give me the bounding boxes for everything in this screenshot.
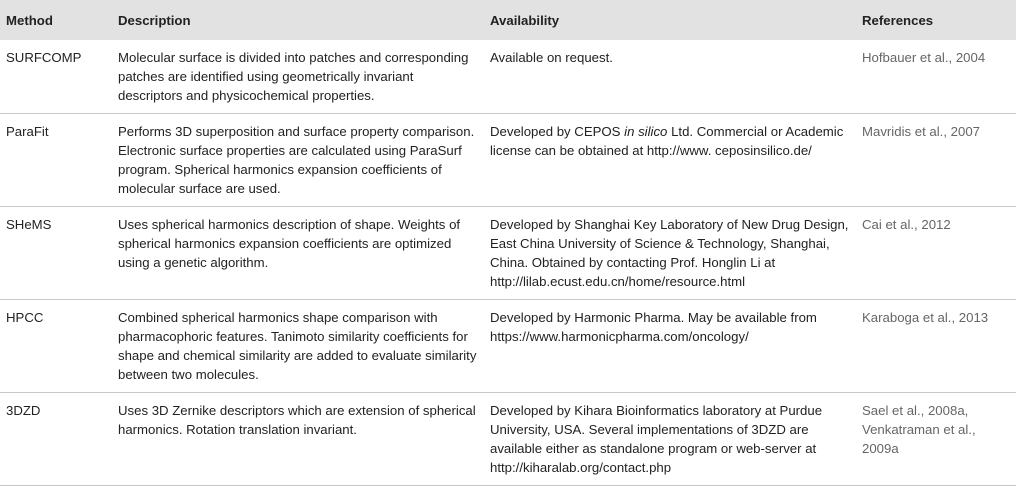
availability-italic-text: in silico (624, 124, 668, 139)
table-row (0, 40, 1016, 114)
cell-description: Uses 3D Zernike descriptors which are extension of spherical harmonics. Rotation translation invariant. (112, 393, 484, 486)
cell-method: ParaFit (0, 114, 112, 207)
table-header (0, 0, 1016, 40)
table-body (0, 40, 1016, 486)
table-row (0, 393, 1016, 486)
availability-text: Developed by CEPOS (490, 124, 625, 139)
cell-method: SURFCOMP (0, 40, 112, 114)
cell-references: Cai et al., 2012 (856, 207, 1016, 300)
cell-description: Performs 3D superposition and surface property comparison. Electronic surface properties are calculated using ParaSurf program. Spherical harmonics expansion coefficients of molecular surface are used. (112, 114, 484, 207)
cell-references: Mavridis et al., 2007 (856, 114, 1016, 207)
cell-availability (484, 114, 856, 207)
cell-description: Molecular surface is divided into patches and corresponding patches are identified using geometrically invariant descriptors and physicochemical properties. (112, 40, 484, 114)
header-row (0, 0, 1016, 40)
header-method: Method (6, 12, 53, 28)
cell-method: SHeMS (0, 207, 112, 300)
table-row (0, 207, 1016, 300)
cell-references: Sael et al., 2008a, Venkatraman et al., 2009a (856, 393, 1016, 486)
cell-references: Hofbauer et al., 2004 (856, 40, 1016, 114)
header-references: References (862, 12, 934, 28)
table-row (0, 300, 1016, 393)
availability-text: Ltd. Commercial or Academic license can be obtained at http://www. ceposinsilico.de/ (490, 124, 844, 158)
cell-availability: Developed by Kihara Bioinformatics laboratory at Purdue University, USA. Several implementations of 3DZD are available either as standalone program or web-server at http://kiharalab.org/contact.php (484, 393, 856, 486)
cell-method: 3DZD (0, 393, 112, 486)
cell-references: Karaboga et al., 2013 (856, 300, 1016, 393)
table-row (0, 114, 1016, 207)
cell-description: Combined spherical harmonics shape comparison with pharmacophoric features. Tanimoto similarity coefficients for shape and chemical similarity are added to evaluate similarity between two molecules. (112, 300, 484, 393)
cell-method: HPCC (0, 300, 112, 393)
cell-availability: Developed by Harmonic Pharma. May be available from https://www.harmonicpharma.com/oncology/ (484, 300, 856, 393)
header-availability: Availability (490, 12, 560, 28)
cell-availability: Developed by Shanghai Key Laboratory of New Drug Design, East China University of Science & Technology, Shanghai, China. Obtained by contacting Prof. Honglin Li at http://lilab.ecust.edu.cn/home/resource.html (484, 207, 856, 300)
cell-availability: Available on request. (484, 40, 856, 114)
header-description: Description (118, 12, 191, 28)
cell-description: Uses spherical harmonics description of shape. Weights of spherical harmonics expansion coefficients are optimized using a genetic algorithm. (112, 207, 484, 300)
